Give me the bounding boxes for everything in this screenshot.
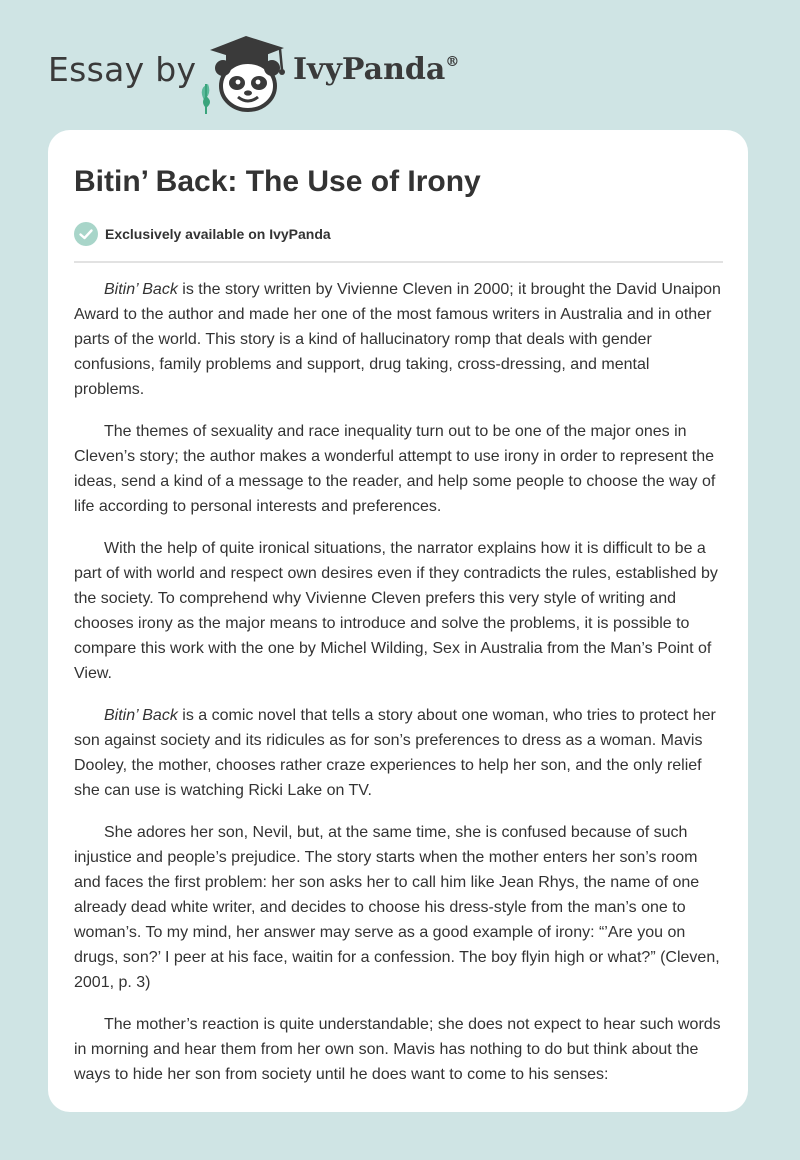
paragraph: [74, 820, 724, 995]
brand-name[interactable]: [293, 52, 459, 87]
paragraph-text: is a comic novel that tells a story about one woman, who tries to protect her son against society and its ridicules as for son’s preferences to dress as a woman. Mavis Dooley, the mother, chooses rather craze experiences to help her son, and the only relief she can use is watching Ricki Lake on TV.: [74, 707, 716, 799]
paragraph: [74, 703, 724, 803]
essay-by-label: Essay by: [48, 50, 197, 89]
paragraph: [74, 536, 724, 686]
paragraph-text: She adores her son, Nevil, but, at the same time, she is confused because of such injustice and people’s prejudice. The story starts when the mother enters her son’s room and faces the first problem: her son asks her to call him like Jean Rhys, the name of one already dead white writer, and decides to choose his dress-style from the man’s one to woman’s. To my mind, her answer may serve as a good example of irony: “’Are you on drugs, son?’ I peer at his face, waitin for a confession. The boy flyin high or what?” (Cleven, 2001, p. 3): [74, 824, 720, 991]
page-title: Bitin’ Back: The Use of Irony: [74, 165, 481, 198]
checkmark-circle-icon: [74, 222, 98, 246]
essay-card: [48, 130, 748, 1112]
paragraph: [74, 1012, 724, 1087]
panda-graduate-logo-icon[interactable]: [200, 32, 292, 116]
paragraph-text: is the story written by Vivienne Cleven in 2000; it brought the David Unaipon Award to the author and made her one of the most famous writers in Australia and in other parts of the world. This story is a kind of hallucinatory romp that deals with gender confusions, family problems and support, drug taking, cross-dressing, and mental problems.: [74, 281, 721, 398]
paragraph: [74, 419, 724, 519]
paragraph-text: The mother’s reaction is quite understandable; she does not expect to hear such words in morning and hear them from her own son. Mavis has nothing to do but think about the ways to hide her son from society until he does want to come to his senses:: [74, 1016, 721, 1083]
brand-text: IvyPanda: [293, 52, 446, 87]
book-title-italic: Bitin’ Back: [104, 707, 178, 724]
essay-body: [74, 277, 724, 1104]
paragraph: [74, 277, 724, 402]
book-title-italic: Bitin’ Back: [104, 281, 178, 298]
registered-mark: ®: [445, 54, 460, 70]
divider: [74, 261, 723, 263]
exclusive-badge: [74, 222, 331, 246]
exclusive-badge-text: Exclusively available on IvyPanda: [105, 226, 331, 242]
site-header: [48, 30, 648, 120]
paragraph-text: With the help of quite ironical situations, the narrator explains how it is difficult to be a part of with world and respect own desires even if they contradicts the rules, established by the society. To comprehend why Vivienne Cleven prefers this very style of writing and chooses irony as the major means to introduce and solve the problems, it is possible to compare this work with the one by Michel Wilding, Sex in Australia from the Man’s Point of View.: [74, 540, 718, 682]
paragraph-text: The themes of sexuality and race inequality turn out to be one of the major ones in Cleven’s story; the author makes a wonderful attempt to use irony in order to represent the ideas, send a kind of a message to the reader, and help some people to choose the way of life according to personal interests and preferences.: [74, 423, 716, 515]
